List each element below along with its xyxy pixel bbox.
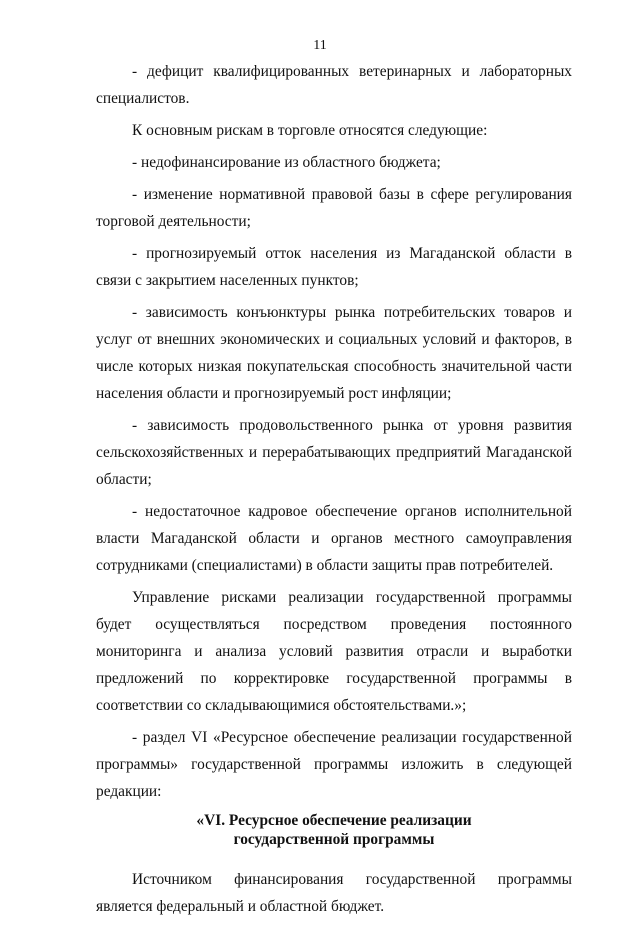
document-body	[96, 58, 572, 925]
list-item-food-market-dependence: - зависимость продовольственного рынка от уровня развития сельскохозяйственных и перерабатывающих предприятий Магаданской области;	[96, 417, 572, 488]
paragraph-risk-management: Управление рисками реализации государственной программы будет осуществляться посредством проведения постоянного мониторинга и анализа условий развития отрасли и выработки предложений по корректировке государственной программы в соответствии со складывающимися обстоятельствами.»;	[96, 589, 572, 714]
list-item-underfunding: - недофинансирование из областного бюджета;	[132, 154, 441, 171]
section-heading-line-2: государственной программы	[233, 831, 435, 848]
paragraph-veterinary-shortage: - дефицит квалифицированных ветеринарных и лабораторных специалистов.	[96, 63, 572, 107]
page-number: 11	[313, 38, 327, 53]
paragraph-trade-risks-intro: К основным рискам в торговле относятся следующие:	[132, 122, 488, 139]
section-heading-line-1: «VI. Ресурсное обеспечение реализации	[196, 812, 472, 829]
list-item-market-dependence: - зависимость конъюнктуры рынка потребительских товаров и услуг от внешних экономических и социальных условий и факторов, в числе которых низкая покупательская способность значительной части населения области и прогнозируемый рост инфляции;	[96, 304, 572, 402]
paragraph-section-vi-amendment: - раздел VI «Ресурсное обеспечение реализации государственной программы» государственной программы изложить в следующей редакции:	[96, 729, 572, 800]
list-item-staffing-shortage: - недостаточное кадровое обеспечение органов исполнительной власти Магаданской области и органов местного самоуправления сотрудниками (специалистами) в области защиты прав потребителей.	[96, 503, 572, 574]
list-item-population-outflow: - прогнозируемый отток населения из Магаданской области в связи с закрытием населенных пунктов;	[96, 245, 572, 289]
section-heading	[96, 811, 572, 849]
paragraph-funding-source: Источником финансирования государственной программы является федеральный и областной бюджет.	[96, 871, 572, 915]
list-item-regulatory-change: - изменение нормативной правовой базы в сфере регулирования торговой деятельности;	[96, 186, 572, 230]
